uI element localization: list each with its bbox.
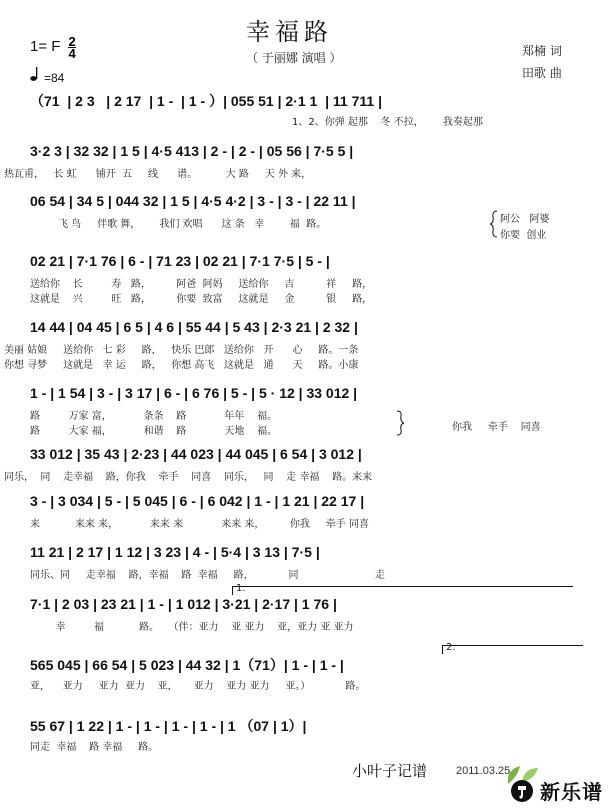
lyric-line: 亚， 亚力 亚力 亚力 亚， 亚力 亚力 亚力 亚。） 路。 bbox=[30, 681, 366, 692]
notation-line: 06 54 | 34 5 | 044 32 | 1 5 | 4·5 4·2 | 3 - | 3 - | 22 11 | bbox=[30, 193, 356, 209]
lyric-line: 1、2、你弹 起那 冬 不拉， 我奏起那 bbox=[292, 117, 483, 128]
transcription-date: 2011.03.25 bbox=[456, 765, 511, 777]
notation-line: 1 - | 1 54 | 3 - | 3 17 | 6 - | 6 76 | 5 - | 5 · 12 | 33 012 | bbox=[30, 385, 358, 401]
song-title: 幸福路 bbox=[246, 18, 333, 46]
leaf-logo-icon bbox=[502, 762, 542, 804]
notation-line: （71 | 2 3 | 2 17 | 1 - | 1 - ）| 055 51 | 2·1 1 | 11 711 | bbox=[30, 93, 382, 109]
notation-line: 33 012 | 35 43 | 2·23 | 44 023 | 44 045 | 6 54 | 3 012 | bbox=[30, 446, 362, 462]
notation-line: 55 67 | 1 22 | 1 - | 1 - | 1 - | 1 - | 1 （07 | 1）| bbox=[30, 718, 307, 734]
time-bottom: 4 bbox=[68, 46, 76, 61]
singer-credit: （ 于丽娜 演唱 ） bbox=[246, 51, 342, 65]
side-lyric-line: 你要 创业 bbox=[500, 230, 547, 241]
lyric-line: 你想 寻梦 这就是 幸 运 路， 你想 高飞 这就是 通 天 路。小康 bbox=[4, 360, 359, 371]
quarter-note-icon bbox=[30, 69, 44, 86]
brace-icon bbox=[396, 410, 404, 436]
notation-line: 3·2 3 | 32 32 | 1 5 | 4·5 413 | 2 - | 2 - | 05 56 | 7·5 5 | bbox=[30, 143, 354, 159]
lyric-line: 热瓦甫， 长 虹 铺开 五 线 谱。 大 路 天 外 来， bbox=[4, 169, 312, 180]
tempo-mark bbox=[30, 66, 64, 87]
composer-credit: 田歌 曲 bbox=[522, 66, 562, 80]
lyric-line: 幸 福 路。 （伴：亚力 亚 亚力 亚，亚力 亚 亚力 bbox=[30, 622, 354, 633]
time-top: 2 bbox=[68, 34, 76, 49]
brace-icon bbox=[490, 210, 498, 238]
side-lyric-line: 你我 牵手 同喜 bbox=[452, 422, 541, 433]
volta-number: 2. bbox=[446, 642, 456, 653]
transcriber-signature: 小叶子记谱 bbox=[352, 762, 428, 780]
site-logo bbox=[502, 762, 606, 804]
lyric-line: 路 大家 福， 和谐 路 天地 福。 bbox=[30, 426, 278, 437]
lyric-line: 飞 鸟 伴歌 舞， 我们 欢唱 这 条 幸 福 路。 bbox=[58, 219, 327, 230]
key-label: 1= F bbox=[30, 38, 61, 56]
notation-line: 02 21 | 7·1 76 | 6 - | 71 23 | 02 21 | 7·1 7·5 | 5 - | bbox=[30, 253, 330, 269]
lyric-line: 这就是 兴 旺 路， 你要 致富 这就是 金 银 路， bbox=[30, 294, 373, 305]
logo-text: 新乐谱 bbox=[540, 780, 603, 804]
lyric-line: 同走 幸福 路 幸福 路。 bbox=[30, 742, 159, 753]
side-lyric-line: 阿公 阿婆 bbox=[500, 214, 550, 225]
lyric-line: 同乐、同 走幸福 路，幸福 路 幸福 路， 同 走 bbox=[30, 570, 385, 581]
notation-line: 565 045 | 66 54 | 5 023 | 44 32 | 1（71）| 1 - | 1 - | bbox=[30, 657, 344, 673]
notation-line: 3 - | 3 034 | 5 - | 5 045 | 6 - | 6 042 | 1 - | 1 21 | 22 17 | bbox=[30, 493, 365, 509]
lyric-line: 同乐， 同 走幸福 路，你我 牵手 同喜 同乐， 同 走 幸福 路。来来 bbox=[4, 472, 373, 483]
key-signature bbox=[30, 36, 76, 59]
tempo-value: =84 bbox=[44, 71, 65, 85]
volta-bracket bbox=[442, 642, 583, 654]
lyric-line: 送给你 长 寿 路， 阿爸 阿妈 送给你 吉 祥 路， bbox=[30, 279, 373, 290]
time-signature bbox=[68, 36, 75, 59]
lyricist-credit: 郑楠 词 bbox=[522, 44, 562, 58]
lyric-line: 路 万家 富， 条条 路 年年 福。 bbox=[30, 411, 278, 422]
lyric-line: 来 来来 来， 来来 来 来来 来， 你我 牵手 同喜 bbox=[30, 519, 369, 530]
lyric-line: 美丽 姑娘 送给你 七 彩 路， 快乐 巴郎 送给你 开 心 路。一条 bbox=[4, 345, 359, 356]
notation-line: 11 21 | 2 17 | 1 12 | 3 23 | 4 - | 5·4 | 3 13 | 7·5 | bbox=[30, 544, 320, 560]
notation-line: 7·1 | 2 03 | 23 21 | 1 - | 1 012 | 3·21 | 2·17 | 1 76 | bbox=[30, 596, 337, 612]
volta-number: 1. bbox=[236, 583, 246, 594]
volta-bracket bbox=[232, 583, 573, 595]
notation-line: 14 44 | 04 45 | 6 5 | 4 6 | 55 44 | 5 43 | 2·3 21 | 2 32 | bbox=[30, 319, 358, 335]
